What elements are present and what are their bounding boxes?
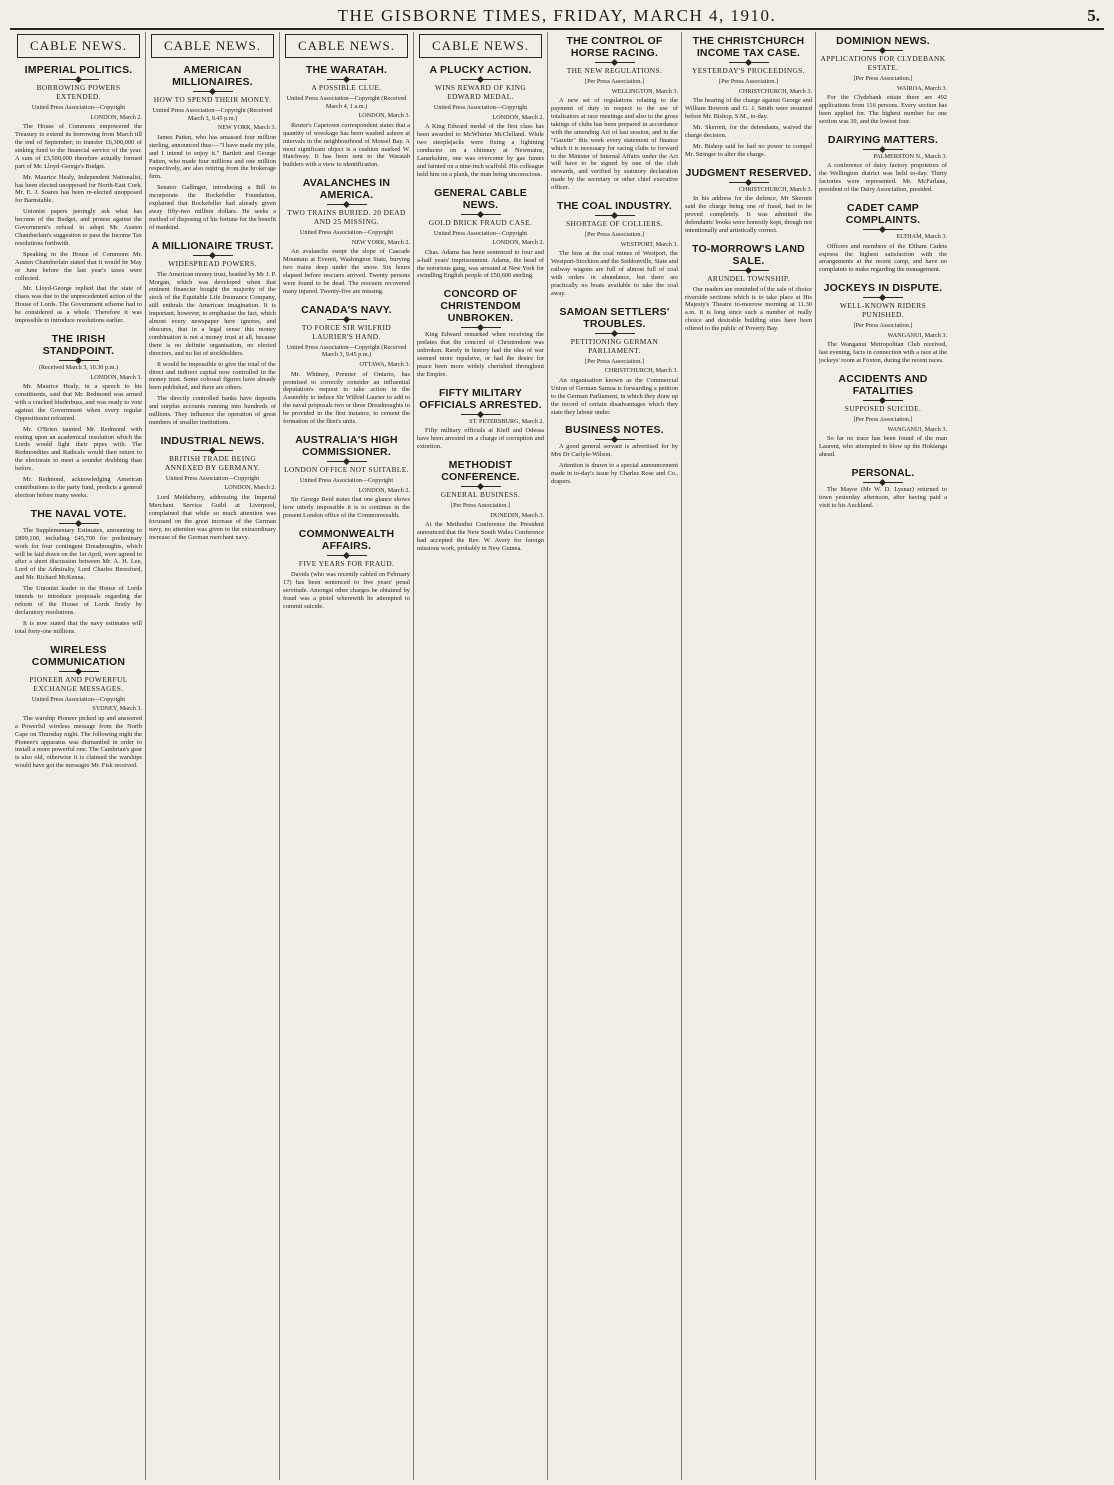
article-headline: THE CONTROL OF HORSE RACING. [566,35,663,59]
article-paragraph: In his address for the defence, Mr Skerrett said the charge being one of fraud, had to be proved completely. It was admitted the defendants' books were honestly kept, though not intentionally and artistically correct. [685,195,812,234]
article-paragraph: Speaking in the House of Commons Mr. Austen Chamberlain stated that it would be May or June before the last year's taxes were collected. [15,250,142,282]
article-subhead: THE NEW REGULATIONS. [566,66,663,75]
article-paragraph: A new set of regulations relating to the payment of duty in respect to the use of totalisators at race meetings and also to the gross takings of clubs has been prepared in accordance with the amending Act of last session, and in the "Gazette" this week every statement of finance which it is necessary for racing clubs to forward to the Minister of Internal Affairs under the Act will have to be signed by one of the club stewards, and verified by statutory declaration made by the secretary or other chief executive officer. [551,97,678,192]
press-credit: [Per Press Association.] [451,502,510,510]
press-credit: [Per Press Association.] [585,357,644,365]
news-article [417,288,544,378]
article-headline: THE IRISH STANDPOINT. [42,332,115,357]
news-article [283,528,410,611]
ornament-rule [193,450,233,451]
press-credit: [Per Press Association.] [853,75,913,82]
article-headline: BUSINESS NOTES. [565,424,664,437]
article-paragraph: The bins at the coal mines of Westport, the Westport-Stockton and the Seddonville, State and railway wagons are full of almost full of coal with orders in abundance, but there are practically no boats available to take the coal away. [551,250,678,297]
news-article [819,467,947,510]
article-dateline: LONDON, March 3. [358,112,410,120]
column-heading: CABLE NEWS. [17,34,140,58]
news-article [551,306,678,417]
article-headline: CADET CAMP COMPLAINTS. [845,202,921,227]
article-headline: WIRELESS COMMUNICATION [31,643,126,668]
article-paragraph: Sir George Reid states that one glance shows how utterly impossible it is to continue in the present London office of the Commonwealth. [283,496,410,519]
article-dateline: CHRISTCHURCH, March 3. [604,367,678,375]
news-article [417,387,544,451]
article-paragraph: Mr. Bishop said he had no power to compel Mr. Stringer to alter the charge. [685,142,812,158]
article-paragraph: Senator Gallinger, introducing a Bill to incorporate the Rockefeller Foundation, explained that Rockefeller had already given away fifty-two million dollars. He seeks a method of disposing of his fortune for the benefit of mankind. [149,184,276,231]
article-subhead: ARUNDEL TOWNSHIP. [707,273,790,283]
news-article [283,64,410,169]
article-paragraph: King Edward remarked when receiving the prelates that the concord of Christendom was unbroken. Rarely in history had the idea of war seemed more repulsive, or had the desire for peace been more widely cherished throughout the Empire. [417,331,544,378]
article-subhead: WELL-KNOWN RIDERS PUNISHED. [839,301,927,320]
article-headline: TO-MORROW'S LAND SALE. [692,242,805,267]
ornament-rule [595,333,635,334]
ornament-rule [327,319,367,320]
ornament-rule [595,439,635,440]
newspaper-column [146,32,280,1480]
news-article [551,35,678,192]
press-credit: United Press Association—Copyright (Received March 3, 9.45 p.m.) [152,107,273,122]
article-subhead: WINS REWARD OF KING EDWARD MEDAL. [434,83,527,101]
article-subhead: FIVE YEARS FOR FRAUD. [298,558,395,568]
article-subhead: PIONEER AND POWERFUL EXCHANGE MESSAGES. [29,674,128,693]
ornament-rule [461,327,501,328]
article-subhead: SHORTAGE OF COLLIERS. [565,219,664,229]
newspaper-column [816,32,950,1480]
masthead [10,4,1104,30]
ornament-rule [461,79,501,80]
newspaper-column [280,32,414,1480]
article-paragraph: Chas. Adams has been sentenced to four and a-half years' imprisonment. Adams, the head of the notorious gang, was arrested at New York for swindling English people of £50,600 sterling. [417,248,544,280]
article-dateline: LONDON, March 3. [90,373,142,381]
article-headline: FIFTY MILITARY OFFICIALS ARRESTED. [419,386,542,411]
press-credit: United Press Association—Copyright [299,476,394,484]
column-heading: CABLE NEWS. [285,34,408,58]
article-headline: A PLUCKY ACTION. [429,64,532,76]
article-paragraph: So far no trace has been found of the man Laurent, who attempted to blow up the Hokianga ahead. [819,435,947,459]
article-dateline: OTTAWA, March 3. [359,361,410,369]
article-headline: AVALANCHES IN AMERICA. [302,177,391,202]
news-article [417,459,544,553]
article-headline: THE WARATAH. [305,64,388,76]
article-dateline: WAIROA, March 3. [896,84,947,92]
press-credit: United Press Association—Copyright [31,695,126,703]
article-dateline: LONDON, March 2. [492,113,544,121]
newspaper-column [12,32,146,1480]
article-paragraph: Mr. Lloyd-George replied that the state of chaos was due to the unprecedented action of the House of Lords. The Government scheme had to be considered as a whole. Therefore it was impossible to introduce resolutions earlier. [15,285,142,325]
article-dateline: SYDNEY, March 3. [92,705,142,713]
ornament-rule [59,523,99,524]
news-article [819,35,947,126]
news-article [149,240,276,427]
ornament-rule [863,400,903,401]
article-paragraph: Mr. Maurice Healy, Independent Nationalist, has been elected unopposed for North-East Cork. Mr. E. J. Soares has been re-elected unopposed for Barnstable. [15,173,142,205]
ornament-rule [863,149,903,150]
article-headline: THE COAL INDUSTRY. [556,200,673,213]
article-subhead: YESTERDAY'S PROCEEDINGS. [692,66,805,75]
article-dateline: WESTPORT, March 3. [620,240,678,248]
ornament-rule [59,79,99,80]
press-credit: United Press Association—Copyright [165,474,260,482]
article-subhead: TWO TRAINS BURIED. 20 DEAD AND 25 MISSING. [287,208,406,227]
article-paragraph: Mr. Skerrett, for the defendants, waived the charge decision. [685,123,812,139]
ornament-rule [59,360,99,361]
article-headline: SAMOAN SETTLERS' TROUBLES. [559,305,670,330]
news-article [15,644,142,771]
article-subhead: GENERAL BUSINESS. [440,490,521,500]
article-paragraph: The American money trust, headed by Mr J. P. Morgan, which was developed when that eminent financier bought the majority of the stock of the Equitable Life Insurance Company, still enthrals the American imagination. It is important, however, to emphasise the fact, which almost every newspaper here ignores, and obscures, that in a legal sense this money combination is not a money trust at all, because there is no definite organisation, no elected directors, and no list of stockholders. [149,270,276,357]
news-article [15,333,142,500]
ornament-rule [595,215,635,216]
article-subhead: SUPPOSED SUICIDE. [844,404,922,414]
article-dateline: LONDON, March 2. [358,486,410,494]
press-credit: [Per Press Association.] [585,231,644,239]
article-headline: IMPERIAL POLITICS. [24,64,133,76]
ornament-rule [863,482,903,483]
article-headline: A MILLIONAIRE TRUST. [151,239,274,252]
article-paragraph: Mr. Whitney, Premier of Ontario, has promised to correctly consider an influential deputation's request to take action in the Assembly to induce Sir Wilfrid Laurier to add to the naval proposals two or three Dreadnoughts to be provided in the first instance, to cement the formation of the fleet's units. [283,370,410,426]
article-dateline: CHRISTCHURCH, March 3. [738,185,812,193]
newspaper-column [548,32,682,1480]
article-paragraph: Mr. O'Brien taunted Mr. Redmond with resting upon an academical resolution which the Lords would light their pipes with. The Redmondites and Radicals would then return to the electorate to meet a sounder drubbing than before. [15,425,142,473]
article-subhead: A POSSIBLE CLUE. [311,83,382,92]
press-credit: United Press Association—Copyright (Received March 4, 1 a.m.) [286,95,407,110]
article-subhead: PETITIONING GERMAN PARLIAMENT. [570,336,659,355]
news-article [551,424,678,486]
article-headline: AUSTRALIA'S HIGH COMMISSIONER. [295,433,398,458]
article-dateline: ST. PETERSBURG, March 2. [469,417,544,425]
press-credit: (Received March 3, 10.30 p.m.) [38,363,119,371]
article-headline: JOCKEYS IN DISPUTE. [823,282,943,295]
press-credit: United Press Association—Copyright [433,229,528,237]
article-dateline: NEW YORK, March 3. [217,124,276,132]
ornament-rule [461,214,501,215]
article-paragraph: A conference of dairy factory proprietors of the Wellington district was held to-day. Thirty factories were represented. Mr. McFarlane, president of the Dairy Association, presided. [819,162,947,194]
press-credit: [Per Press Association.] [853,322,913,330]
news-article [819,202,947,274]
article-dateline: DUNEDIN, March 3. [490,511,544,519]
article-dateline: WELLINGTON, March 3. [611,87,678,95]
article-headline: PERSONAL. [851,467,915,480]
news-article [283,304,410,426]
ornament-rule [327,461,367,462]
article-headline: ACCIDENTS AND FATALITIES [838,373,928,398]
newspaper-title: THE GISBORNE TIMES, FRIDAY, MARCH 4, 1910. [337,6,777,25]
article-headline: DOMINION NEWS. [836,35,930,47]
article-dateline: LONDON, March 2. [492,239,544,247]
article-paragraph: Mr. Maurice Healy, in a speech to his constituents, said that Mr. Redmond was armed with a cracked bluderbuss, and was ready to vote against the Government when every regular Oppositionist refrained. [15,383,142,422]
news-article [551,200,678,298]
article-paragraph: The Supplementary Estimates, amounting to £899,100, including £45,700 for preliminary work for four contingent Dreadnoughts, which will be laid down on the 1st April, were agreed to after a short discussion between Mr. A. H. Lee, Lord of the Admiralty, Lord Charles Beresford, and Mr. Richard McKenna. [15,526,142,582]
article-paragraph: A good general servant is advertised for by Mrs Dr Carlyle-Wilson. [551,443,678,459]
article-paragraph: It is now stated that the navy estimates will total forty-one millions. [15,619,142,635]
article-paragraph: Lord Meldeberry, addressing the Imperial Merchant Service Guild at Liverpool, complained that while so much attention was focussed on the great increase of the German navy, no attention was given to the extraordinary increase of the German merchant navy. [149,494,276,541]
article-dateline: PALMERSTON N., March 3. [873,152,947,160]
article-dateline: CHRISTCHURCH, March 3. [738,87,812,95]
ornament-rule [193,91,233,92]
news-article [819,282,947,365]
ornament-rule [729,182,769,183]
ornament-rule [461,414,501,415]
article-headline: COMMONWEALTH AFFAIRS. [298,527,395,552]
article-paragraph: Officers and members of the Eltham Cadets express the highest satisfaction with the arrangements at the recent camp, and have no complaints to make regarding the management. [819,242,947,274]
article-subhead: WIDESPREAD POWERS. [168,258,257,268]
article-paragraph: At the Methodist Conference the President announced that the New South Wales Conference had accepted the Rev. W. Avery for foreign missions work, probably in New Guinea. [417,521,544,552]
news-article [283,177,410,296]
ornament-rule [729,62,769,63]
column-heading: CABLE NEWS. [419,34,542,58]
article-paragraph: The Unionist leader in the House of Lords intends to introduce proposals regarding the reform of the House of Lords firstly by declaratory resolutions. [15,585,142,616]
article-headline: CANADA'S NAVY. [301,303,392,316]
article-paragraph: Unionist papers jeeringly ask what has become of the Budget, and protest against the Government's refusal to adopt Mr. Austen Chamberlain's suggestion to pass the Income Tax resolutions forthwith. [15,208,142,247]
ornament-rule [863,50,903,51]
ornament-rule [729,270,769,271]
press-credit: United Press Association—Copyright [433,104,528,111]
article-headline: INDUSTRIAL NEWS. [160,434,265,447]
ornament-rule [327,79,367,80]
news-article [685,167,812,235]
article-paragraph: James Patten, who has amassed four million sterling, announced thus:—"I have made my pile, and I intend to enjoy it." Bartlett and George Patten, who made four millions and one million respectively, are also retiring from the brokerage firm. [149,133,276,181]
newspaper-column [682,32,816,1480]
article-headline: JUDGMENT RESERVED. [685,166,812,179]
article-paragraph: The directly controlled banks have deposits and surplus accounts running into hundreds of millions. They influence the operation of great numbers of smaller institutions. [149,395,276,426]
article-dateline: NEW YORK, March 2. [351,238,410,246]
ornament-rule [327,555,367,556]
article-subhead: BRITISH TRADE BEING ANNEXED BY GERMANY. [164,453,261,472]
news-article [149,64,276,232]
page-number: 5. [1087,6,1100,25]
article-paragraph: An organisation known as the Commercial Union of German Samoa is forwarding a petition to the German Parliament, in which they draw up the record of certain disadvantages which they state they labour under. [551,376,678,416]
article-dateline: LONDON, March 2. [90,113,142,121]
article-paragraph: The warship Pioneer picked up and answered a Powerful wireless message from the North Cape on Thursday night. The following night the Pioneer's apparatus was dismantled in order to install a more powerful one. The Cambrian's gear is also old, otherwise it is claimed the warships would have got the messages Mr. Fisk received. [15,714,142,770]
ornament-rule [863,297,903,298]
article-subhead: TO FORCE SIR WILFRID LAURIER'S HAND. [301,322,392,341]
news-article [15,508,142,636]
article-headline: THE NAVAL VOTE. [30,507,127,520]
press-credit: [Per Press Association.] [853,416,913,424]
article-paragraph: A King Edward medal of the first class has been awarded to McWhirter McClelland. While two steeplejacks were fixing a lightning conductor on a chimney at Newmains, Lanarkshire, one was overcome by gas fumes and fainted on a nine-inch scaffold. His colleague held him on a plank, the man being unconscious. [417,123,544,178]
newspaper-columns [12,32,1104,1480]
article-headline: METHODIST CONFERENCE. [441,459,520,484]
article-subhead: BORROWING POWERS EXTENDED. [36,83,121,101]
column-heading: CABLE NEWS. [151,34,274,58]
article-dateline: LONDON, March 2. [224,484,276,492]
article-headline: GENERAL CABLE NEWS. [434,186,527,211]
article-subhead: APPLICATIONS FOR CLYDEBANK ESTATE. [820,54,946,72]
article-paragraph: Davids (who was recently cabled on February 17) has been sentenced to five years' penal servitude. Amongst other charges he obtained by fraud was a pistol wherewith he attempted to commit suicide. [283,570,410,610]
ornament-rule [863,229,903,230]
article-headline: AMERICAN MILLIONAIRES. [172,64,253,88]
article-paragraph: Attention is drawn to a special announcement made in to-day's issue by Charles Rose and Co., drapers. [551,462,678,486]
article-paragraph: Our readers are reminded of the sale of choice riverside sections which is to take place at His Majesty's Theatre to-morrow morning at 11.30 a.m. It is long since such a number of really choice and desirable building sites have been offered to the public of Poverty Bay. [685,285,812,333]
ornament-rule [327,204,367,205]
article-paragraph: Mr. Redmond, acknowledging American contributions to the party fund, predicts a general election before many weeks. [15,476,142,499]
press-credit: United Press Association—Copyright [31,104,126,111]
article-paragraph: The House of Commons empowered the Treasury to extend its borrowing from March till the end of September; to transfer £6,300,000 of sinking fund to the financial service of the year. A sum of £3,500,000 therefore actually formed part of Mr. Lloyd-George's Budget. [15,123,142,170]
news-article [15,64,142,325]
press-credit: [Per Press Association.] [719,78,778,85]
news-article [819,134,947,194]
article-headline: THE CHRISTCHURCH INCOME TAX CASE. [692,35,805,59]
news-article [685,243,812,333]
article-subhead: GOLD BRICK FRAUD CASE. [428,217,533,227]
ornament-rule [461,486,501,487]
article-paragraph: Fifty military officials at Kieff and Odessa have been arrested on a charge of corruption and extortion. [417,427,544,451]
news-article [819,373,947,459]
article-dateline: ELTHAM, March 3. [896,233,947,241]
news-article [149,435,276,542]
article-dateline: WANGANUI, March 3. [887,331,947,339]
article-paragraph: An avalanche swept the slope of Cascade Mountain at Everett, Washington State, burying two trains deep under the snow. Six hours elapsed before rescuers arrived. Twenty persons were found to be dead. The rescuers recovered many injured. Twenty-five are missing. [283,248,410,295]
news-article [685,35,812,159]
article-headline: DAIRYING MATTERS. [827,133,939,146]
press-credit: [Per Press Association.] [585,78,644,85]
article-paragraph: The Wanganui Metropolitan Club received, last evening, facts in connection with a race at the jockeys' room at Foxton, during the recent races. [819,341,947,365]
article-paragraph: The Mayor (Mr W. D. Lysnar) returned to town yesterday afternoon, after having paid a visit to his Auckland. [819,486,947,509]
article-dateline: WANGANUI, March 3. [887,425,947,433]
article-paragraph: It would be impossible to give the total of the direct and indirect capital now controlled in the money trust. Some colossal figures have already been published, and there are others. [149,360,276,392]
article-paragraph: Reuter's Capetown correspondent states that a quantity of wreckage has been washed ashore at intervals in the neighbourhood of Mossel Bay. A most significant object is a cushion marked W. Hatchway. It has been sent to the Waratah builders with a view to identification. [283,121,410,169]
ornament-rule [193,255,233,256]
news-article [417,64,544,179]
article-subhead: HOW TO SPEND THEIR MONEY. [153,95,272,104]
news-article [283,434,410,520]
ornament-rule [59,671,99,672]
press-credit: United Press Association—Copyright [299,229,394,237]
press-credit: United Press Association—Copyright (Received March 3, 9.45 p.m.) [286,343,407,359]
article-paragraph: The hearing of the charge against George and William Bowron and G. J. Smith were resumed before Mr. Bishop, S.M., to-day. [685,97,812,120]
article-paragraph: For the Clydebank estate there are 492 applications from 116 persons. Every section has been applied for. The highest number for one section was 39, and the lowest four. [819,94,947,125]
article-subhead: LONDON OFFICE NOT SUITABLE. [283,464,410,474]
newspaper-column [414,32,548,1480]
ornament-rule [595,62,635,63]
article-headline: CONCORD OF CHRISTENDOM UNBROKEN. [440,288,521,325]
news-article [417,187,544,281]
